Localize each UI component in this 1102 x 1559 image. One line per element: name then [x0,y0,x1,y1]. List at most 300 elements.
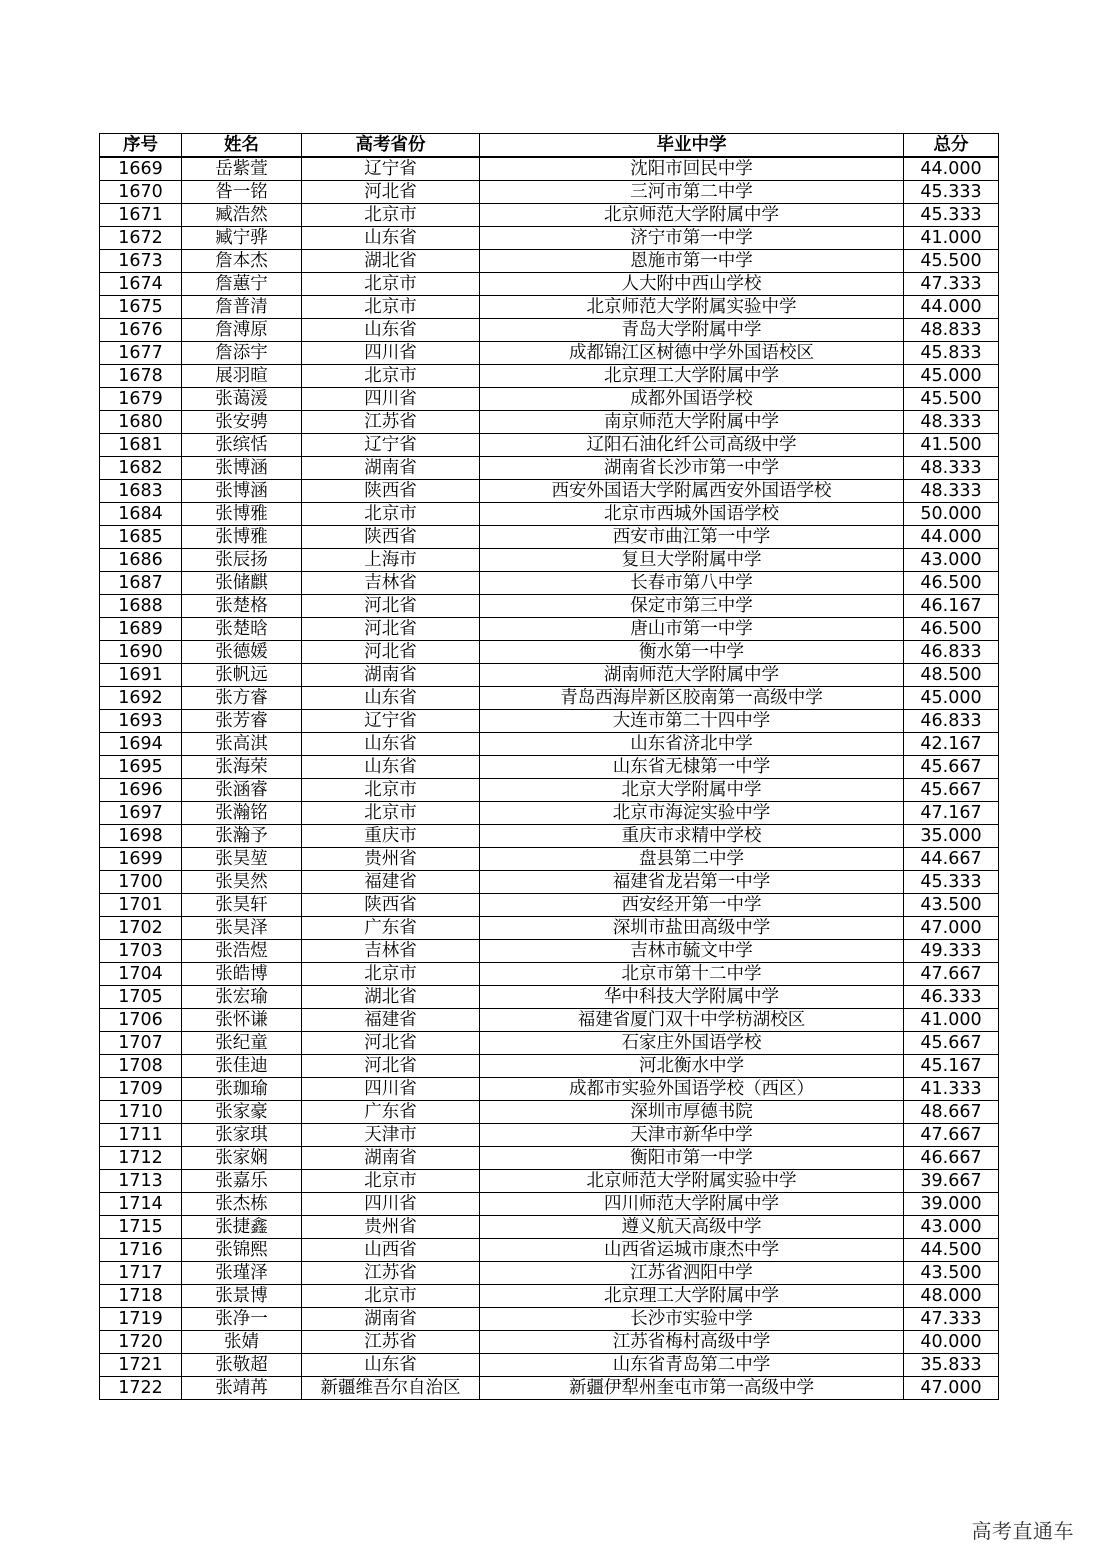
cell-province: 山东省 [302,687,480,710]
cell-province: 北京市 [302,779,480,802]
table-row [100,1078,999,1101]
cell-school: 河北衡水中学 [480,1055,904,1078]
cell-score: 41.000 [904,227,999,250]
table-row [100,1101,999,1124]
cell-score: 43.000 [904,1216,999,1239]
cell-school: 北京师范大学附属实验中学 [480,1170,904,1193]
cell-score: 45.833 [904,342,999,365]
cell-serial: 1669 [100,157,182,181]
cell-score: 45.333 [904,181,999,204]
cell-score: 47.000 [904,917,999,940]
cell-school: 湖南省长沙市第一中学 [480,457,904,480]
cell-province: 河北省 [302,618,480,641]
cell-serial: 1671 [100,204,182,227]
table-row [100,1262,999,1285]
cell-score: 41.333 [904,1078,999,1101]
cell-province: 广东省 [302,1101,480,1124]
table-row [100,1193,999,1216]
table-row [100,779,999,802]
cell-school: 江苏省梅村高级中学 [480,1331,904,1354]
cell-province: 广东省 [302,917,480,940]
cell-province: 辽宁省 [302,434,480,457]
cell-name: 张家琪 [182,1124,302,1147]
cell-score: 46.500 [904,618,999,641]
cell-score: 49.333 [904,940,999,963]
table-row [100,1354,999,1377]
cell-province: 湖南省 [302,1147,480,1170]
cell-province: 四川省 [302,342,480,365]
cell-serial: 1722 [100,1377,182,1400]
cell-serial: 1707 [100,1032,182,1055]
cell-serial: 1688 [100,595,182,618]
cell-serial: 1706 [100,1009,182,1032]
cell-serial: 1672 [100,227,182,250]
cell-school: 北京大学附属中学 [480,779,904,802]
cell-name: 张博涵 [182,480,302,503]
cell-school: 西安市曲江第一中学 [480,526,904,549]
cell-name: 张芳睿 [182,710,302,733]
cell-score: 45.500 [904,388,999,411]
header-row [100,134,999,158]
cell-score: 47.333 [904,1308,999,1331]
cell-name: 张纪童 [182,1032,302,1055]
cell-name: 张瑾泽 [182,1262,302,1285]
cell-name: 张楚晗 [182,618,302,641]
table-row [100,940,999,963]
cell-school: 深圳市盐田高级中学 [480,917,904,940]
cell-serial: 1708 [100,1055,182,1078]
cell-school: 济宁市第一中学 [480,227,904,250]
table-row [100,549,999,572]
cell-school: 西安经开第一中学 [480,894,904,917]
cell-province: 山西省 [302,1239,480,1262]
cell-name: 臧宁骅 [182,227,302,250]
cell-score: 47.333 [904,273,999,296]
cell-school: 湖南师范大学附属中学 [480,664,904,687]
cell-name: 詹本杰 [182,250,302,273]
table-row [100,411,999,434]
cell-school: 三河市第二中学 [480,181,904,204]
cell-school: 大连市第二十四中学 [480,710,904,733]
cell-score: 44.000 [904,526,999,549]
cell-school: 北京市海淀实验中学 [480,802,904,825]
table-row [100,848,999,871]
cell-serial: 1703 [100,940,182,963]
cell-serial: 1675 [100,296,182,319]
cell-serial: 1714 [100,1193,182,1216]
cell-school: 吉林市毓文中学 [480,940,904,963]
cell-serial: 1689 [100,618,182,641]
cell-name: 张帆远 [182,664,302,687]
cell-serial: 1704 [100,963,182,986]
cell-school: 山东省济北中学 [480,733,904,756]
cell-province: 山东省 [302,319,480,342]
cell-score: 46.833 [904,710,999,733]
cell-province: 北京市 [302,273,480,296]
table-row [100,273,999,296]
cell-school: 山东省青岛第二中学 [480,1354,904,1377]
cell-score: 45.667 [904,1032,999,1055]
cell-school: 西安外国语大学附属西安外国语学校 [480,480,904,503]
cell-province: 北京市 [302,296,480,319]
cell-province: 江苏省 [302,1331,480,1354]
cell-score: 48.333 [904,411,999,434]
cell-province: 四川省 [302,1078,480,1101]
cell-score: 43.500 [904,894,999,917]
table-row [100,641,999,664]
cell-serial: 1700 [100,871,182,894]
cell-school: 北京理工大学附属中学 [480,365,904,388]
cell-province: 重庆市 [302,825,480,848]
cell-name: 张楚格 [182,595,302,618]
cell-serial: 1682 [100,457,182,480]
cell-school: 青岛大学附属中学 [480,319,904,342]
cell-serial: 1674 [100,273,182,296]
cell-serial: 1679 [100,388,182,411]
table-row [100,1009,999,1032]
cell-score: 44.000 [904,157,999,181]
table-body [100,157,999,1400]
cell-serial: 1684 [100,503,182,526]
cell-province: 陕西省 [302,526,480,549]
cell-province: 北京市 [302,802,480,825]
table-row [100,227,999,250]
table-row [100,595,999,618]
cell-serial: 1686 [100,549,182,572]
cell-province: 湖北省 [302,250,480,273]
cell-serial: 1709 [100,1078,182,1101]
cell-province: 湖南省 [302,664,480,687]
cell-name: 张景博 [182,1285,302,1308]
cell-province: 北京市 [302,503,480,526]
table-row [100,572,999,595]
cell-school: 长沙市实验中学 [480,1308,904,1331]
table-row [100,434,999,457]
cell-serial: 1699 [100,848,182,871]
cell-name: 张靖苒 [182,1377,302,1400]
cell-score: 45.333 [904,204,999,227]
cell-serial: 1683 [100,480,182,503]
cell-serial: 1690 [100,641,182,664]
cell-serial: 1716 [100,1239,182,1262]
cell-province: 福建省 [302,1009,480,1032]
header-serial: 序号 [100,134,182,158]
table-row [100,802,999,825]
cell-name: 张浩煜 [182,940,302,963]
cell-name: 张婧 [182,1331,302,1354]
table-row [100,917,999,940]
cell-province: 贵州省 [302,848,480,871]
cell-name: 张瀚予 [182,825,302,848]
cell-serial: 1705 [100,986,182,1009]
cell-score: 35.000 [904,825,999,848]
cell-name: 岳紫萱 [182,157,302,181]
cell-province: 辽宁省 [302,157,480,181]
cell-serial: 1715 [100,1216,182,1239]
header-score: 总分 [904,134,999,158]
cell-score: 48.333 [904,480,999,503]
cell-province: 福建省 [302,871,480,894]
cell-province: 陕西省 [302,894,480,917]
cell-province: 江苏省 [302,411,480,434]
cell-province: 新疆维吾尔自治区 [302,1377,480,1400]
cell-name: 张宏瑜 [182,986,302,1009]
cell-name: 张皓博 [182,963,302,986]
cell-name: 张杰栋 [182,1193,302,1216]
cell-score: 46.333 [904,986,999,1009]
cell-school: 成都市实验外国语学校（西区） [480,1078,904,1101]
cell-serial: 1718 [100,1285,182,1308]
cell-serial: 1677 [100,342,182,365]
table-row [100,1124,999,1147]
cell-score: 35.833 [904,1354,999,1377]
cell-score: 39.000 [904,1193,999,1216]
cell-school: 北京理工大学附属中学 [480,1285,904,1308]
table-row [100,296,999,319]
cell-name: 张博涵 [182,457,302,480]
cell-name: 詹添宇 [182,342,302,365]
cell-name: 张涵睿 [182,779,302,802]
cell-score: 43.000 [904,549,999,572]
cell-score: 45.667 [904,756,999,779]
cell-school: 衡阳市第一中学 [480,1147,904,1170]
cell-province: 山东省 [302,227,480,250]
cell-school: 成都外国语学校 [480,388,904,411]
cell-school: 长春市第八中学 [480,572,904,595]
cell-province: 北京市 [302,204,480,227]
cell-score: 41.000 [904,1009,999,1032]
table-row [100,1331,999,1354]
cell-score: 45.000 [904,365,999,388]
header-province: 高考省份 [302,134,480,158]
cell-serial: 1678 [100,365,182,388]
cell-name: 张佳迪 [182,1055,302,1078]
cell-province: 山东省 [302,733,480,756]
cell-serial: 1711 [100,1124,182,1147]
table-row [100,204,999,227]
cell-serial: 1701 [100,894,182,917]
cell-score: 46.167 [904,595,999,618]
cell-province: 河北省 [302,641,480,664]
cell-name: 张德媛 [182,641,302,664]
cell-school: 天津市新华中学 [480,1124,904,1147]
cell-school: 福建省厦门双十中学枋湖校区 [480,1009,904,1032]
cell-school: 重庆市求精中学校 [480,825,904,848]
table-row [100,181,999,204]
cell-score: 45.500 [904,250,999,273]
cell-name: 张储麒 [182,572,302,595]
cell-name: 张博雅 [182,503,302,526]
cell-score: 39.667 [904,1170,999,1193]
cell-serial: 1670 [100,181,182,204]
cell-score: 48.000 [904,1285,999,1308]
cell-serial: 1687 [100,572,182,595]
cell-name: 张嘉乐 [182,1170,302,1193]
cell-province: 四川省 [302,388,480,411]
cell-score: 48.333 [904,457,999,480]
cell-score: 41.500 [904,434,999,457]
cell-province: 河北省 [302,1055,480,1078]
cell-province: 湖南省 [302,457,480,480]
cell-score: 45.667 [904,779,999,802]
table-row [100,319,999,342]
cell-province: 山东省 [302,1354,480,1377]
cell-score: 47.000 [904,1377,999,1400]
cell-name: 张昊轩 [182,894,302,917]
table-row [100,733,999,756]
cell-school: 北京师范大学附属实验中学 [480,296,904,319]
cell-school: 唐山市第一中学 [480,618,904,641]
cell-province: 贵州省 [302,1216,480,1239]
cell-province: 北京市 [302,365,480,388]
table-row [100,480,999,503]
cell-name: 张珈瑜 [182,1078,302,1101]
cell-school: 石家庄外国语学校 [480,1032,904,1055]
cell-serial: 1713 [100,1170,182,1193]
cell-serial: 1691 [100,664,182,687]
cell-school: 江苏省泗阳中学 [480,1262,904,1285]
table-row [100,457,999,480]
cell-name: 张敬超 [182,1354,302,1377]
cell-score: 45.000 [904,687,999,710]
cell-serial: 1710 [100,1101,182,1124]
cell-name: 张昊泽 [182,917,302,940]
cell-school: 山东省无棣第一中学 [480,756,904,779]
cell-score: 46.500 [904,572,999,595]
cell-serial: 1698 [100,825,182,848]
cell-score: 48.500 [904,664,999,687]
table-row [100,618,999,641]
cell-name: 张蔼湲 [182,388,302,411]
cell-name: 詹蕙宁 [182,273,302,296]
table-row [100,1147,999,1170]
cell-serial: 1702 [100,917,182,940]
cell-province: 天津市 [302,1124,480,1147]
cell-school: 山西省运城市康杰中学 [480,1239,904,1262]
cell-school: 北京市第十二中学 [480,963,904,986]
cell-name: 詹溥原 [182,319,302,342]
cell-province: 四川省 [302,1193,480,1216]
cell-province: 陕西省 [302,480,480,503]
cell-score: 43.500 [904,1262,999,1285]
cell-school: 新疆伊犁州奎屯市第一高级中学 [480,1377,904,1400]
cell-name: 张缤恬 [182,434,302,457]
cell-serial: 1685 [100,526,182,549]
cell-school: 复旦大学附属中学 [480,549,904,572]
cell-name: 展羽暄 [182,365,302,388]
table-row [100,526,999,549]
cell-name: 张家豪 [182,1101,302,1124]
cell-score: 40.000 [904,1331,999,1354]
score-table [99,133,999,1400]
cell-serial: 1681 [100,434,182,457]
table-row [100,388,999,411]
table-row [100,871,999,894]
cell-province: 上海市 [302,549,480,572]
cell-score: 50.000 [904,503,999,526]
header-name: 姓名 [182,134,302,158]
cell-province: 湖北省 [302,986,480,1009]
cell-school: 华中科技大学附属中学 [480,986,904,1009]
table-row [100,342,999,365]
cell-province: 山东省 [302,756,480,779]
cell-province: 河北省 [302,1032,480,1055]
cell-province: 河北省 [302,181,480,204]
cell-school: 恩施市第一中学 [480,250,904,273]
cell-name: 张昊堃 [182,848,302,871]
cell-serial: 1712 [100,1147,182,1170]
cell-province: 吉林省 [302,572,480,595]
watermark: 高考直通车 [971,1519,1074,1543]
cell-score: 44.500 [904,1239,999,1262]
table-row [100,687,999,710]
cell-school: 成都锦江区树德中学外国语校区 [480,342,904,365]
cell-school: 人大附中西山学校 [480,273,904,296]
cell-name: 张捷鑫 [182,1216,302,1239]
cell-school: 衡水第一中学 [480,641,904,664]
cell-serial: 1695 [100,756,182,779]
cell-score: 46.667 [904,1147,999,1170]
table-row [100,1170,999,1193]
cell-name: 张海荣 [182,756,302,779]
cell-serial: 1694 [100,733,182,756]
cell-school: 北京市西城外国语学校 [480,503,904,526]
cell-score: 48.667 [904,1101,999,1124]
cell-province: 北京市 [302,1170,480,1193]
cell-name: 张高淇 [182,733,302,756]
table-row [100,1308,999,1331]
cell-name: 昝一铭 [182,181,302,204]
cell-serial: 1673 [100,250,182,273]
table-row [100,1216,999,1239]
cell-score: 44.000 [904,296,999,319]
table-row [100,1377,999,1400]
cell-school: 北京师范大学附属中学 [480,204,904,227]
cell-name: 张辰扬 [182,549,302,572]
table-row [100,963,999,986]
cell-score: 44.667 [904,848,999,871]
table-row [100,1239,999,1262]
cell-score: 47.167 [904,802,999,825]
cell-province: 河北省 [302,595,480,618]
cell-serial: 1720 [100,1331,182,1354]
cell-school: 盘县第二中学 [480,848,904,871]
cell-serial: 1676 [100,319,182,342]
cell-serial: 1696 [100,779,182,802]
table-row [100,825,999,848]
cell-province: 辽宁省 [302,710,480,733]
table-row [100,664,999,687]
cell-school: 深圳市厚德书院 [480,1101,904,1124]
cell-name: 张昊然 [182,871,302,894]
cell-score: 48.833 [904,319,999,342]
cell-province: 北京市 [302,1285,480,1308]
cell-school: 福建省龙岩第一中学 [480,871,904,894]
cell-score: 42.167 [904,733,999,756]
cell-province: 江苏省 [302,1262,480,1285]
table-row [100,756,999,779]
cell-serial: 1692 [100,687,182,710]
table-row [100,503,999,526]
cell-name: 张家娴 [182,1147,302,1170]
cell-name: 张瀚铭 [182,802,302,825]
cell-name: 张安骋 [182,411,302,434]
cell-school: 遵义航天高级中学 [480,1216,904,1239]
table-row [100,1032,999,1055]
cell-serial: 1693 [100,710,182,733]
cell-province: 吉林省 [302,940,480,963]
table-row [100,1055,999,1078]
